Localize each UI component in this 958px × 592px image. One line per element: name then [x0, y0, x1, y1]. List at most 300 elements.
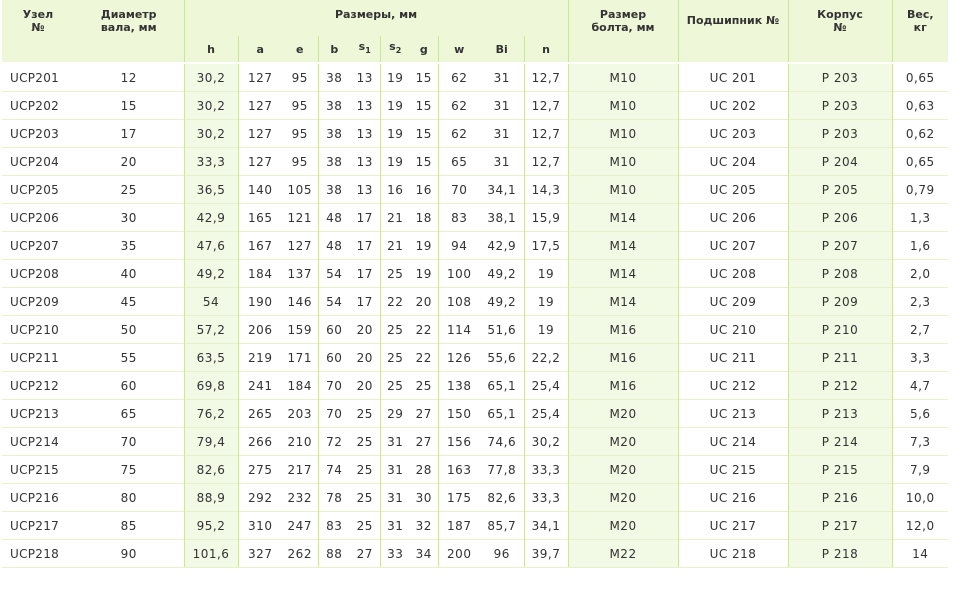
cell-h: 42,9: [184, 204, 238, 232]
cell-node: UCP210: [2, 316, 74, 344]
cell-bearing: UC 216: [678, 484, 788, 512]
cell-s2: 21: [380, 232, 410, 260]
cell-h: 33,3: [184, 148, 238, 176]
cell-n: 17,5: [524, 232, 568, 260]
cell-s2: 33: [380, 540, 410, 568]
cell-n: 25,4: [524, 372, 568, 400]
cell-h: 54: [184, 288, 238, 316]
cell-housing: P 205: [788, 176, 892, 204]
cell-b: 48: [318, 204, 350, 232]
cell-e: 95: [282, 63, 318, 92]
table-row: [2, 512, 948, 540]
cell-b: 38: [318, 148, 350, 176]
cell-shaft-diameter: 40: [74, 260, 184, 288]
cell-bearing: UC 211: [678, 344, 788, 372]
cell-weight: 12,0: [892, 512, 948, 540]
cell-housing: P 203: [788, 120, 892, 148]
cell-a: 266: [238, 428, 282, 456]
cell-n: 34,1: [524, 512, 568, 540]
cell-housing: P 208: [788, 260, 892, 288]
cell-shaft-diameter: 90: [74, 540, 184, 568]
cell-s1: 13: [350, 176, 380, 204]
cell-g: 27: [410, 428, 438, 456]
cell-b: 70: [318, 400, 350, 428]
cell-housing: P 212: [788, 372, 892, 400]
cell-e: 127: [282, 232, 318, 260]
cell-g: 15: [410, 92, 438, 120]
cell-bi: 77,8: [480, 456, 524, 484]
cell-shaft-diameter: 65: [74, 400, 184, 428]
cell-e: 184: [282, 372, 318, 400]
cell-node: UCP212: [2, 372, 74, 400]
cell-bearing: UC 208: [678, 260, 788, 288]
cell-s1: 13: [350, 120, 380, 148]
cell-bearing: UC 206: [678, 204, 788, 232]
cell-s1: 25: [350, 428, 380, 456]
cell-bolt-size: M20: [568, 484, 678, 512]
cell-housing: P 216: [788, 484, 892, 512]
cell-w: 114: [438, 316, 480, 344]
cell-shaft-diameter: 80: [74, 484, 184, 512]
cell-w: 156: [438, 428, 480, 456]
cell-s1: 20: [350, 344, 380, 372]
cell-h: 79,4: [184, 428, 238, 456]
table-row: [2, 232, 948, 260]
table-row: [2, 400, 948, 428]
cell-weight: 2,0: [892, 260, 948, 288]
col-header-a: a: [238, 36, 282, 63]
cell-w: 83: [438, 204, 480, 232]
table-row: [2, 92, 948, 120]
table-row: [2, 344, 948, 372]
cell-shaft-diameter: 50: [74, 316, 184, 344]
cell-a: 275: [238, 456, 282, 484]
cell-n: 19: [524, 316, 568, 344]
cell-bolt-size: M10: [568, 148, 678, 176]
cell-weight: 0,63: [892, 92, 948, 120]
cell-weight: 0,65: [892, 148, 948, 176]
table-row: [2, 260, 948, 288]
cell-g: 18: [410, 204, 438, 232]
cell-weight: 2,7: [892, 316, 948, 344]
table-header: [2, 0, 948, 63]
cell-e: 95: [282, 148, 318, 176]
cell-housing: P 213: [788, 400, 892, 428]
cell-h: 88,9: [184, 484, 238, 512]
cell-node: UCP213: [2, 400, 74, 428]
cell-housing: P 206: [788, 204, 892, 232]
cell-e: 247: [282, 512, 318, 540]
cell-bolt-size: M14: [568, 204, 678, 232]
cell-node: UCP218: [2, 540, 74, 568]
cell-s2: 19: [380, 120, 410, 148]
cell-g: 15: [410, 148, 438, 176]
cell-housing: P 217: [788, 512, 892, 540]
cell-h: 49,2: [184, 260, 238, 288]
cell-shaft-diameter: 60: [74, 372, 184, 400]
cell-a: 206: [238, 316, 282, 344]
cell-node: UCP206: [2, 204, 74, 232]
cell-s1: 25: [350, 512, 380, 540]
cell-b: 38: [318, 120, 350, 148]
cell-b: 48: [318, 232, 350, 260]
cell-n: 12,7: [524, 92, 568, 120]
cell-node: UCP211: [2, 344, 74, 372]
cell-shaft-diameter: 45: [74, 288, 184, 316]
cell-s1: 27: [350, 540, 380, 568]
cell-bearing: UC 210: [678, 316, 788, 344]
cell-b: 83: [318, 512, 350, 540]
cell-housing: P 204: [788, 148, 892, 176]
cell-s2: 29: [380, 400, 410, 428]
cell-e: 137: [282, 260, 318, 288]
cell-h: 30,2: [184, 92, 238, 120]
cell-bearing: UC 214: [678, 428, 788, 456]
table-row: [2, 204, 948, 232]
cell-bi: 65,1: [480, 400, 524, 428]
col-header-bi: Bi: [480, 36, 524, 63]
cell-g: 27: [410, 400, 438, 428]
cell-s2: 19: [380, 63, 410, 92]
cell-h: 95,2: [184, 512, 238, 540]
cell-g: 30: [410, 484, 438, 512]
cell-e: 217: [282, 456, 318, 484]
cell-n: 19: [524, 288, 568, 316]
col-header-s2: $s_2$: [380, 36, 410, 63]
cell-bi: 49,2: [480, 288, 524, 316]
col-header-b: b: [318, 36, 350, 63]
cell-bi: 42,9: [480, 232, 524, 260]
col-header-n: n: [524, 36, 568, 63]
col-header-g: g: [410, 36, 438, 63]
cell-s1: 17: [350, 232, 380, 260]
cell-shaft-diameter: 85: [74, 512, 184, 540]
cell-w: 62: [438, 63, 480, 92]
cell-bearing: UC 213: [678, 400, 788, 428]
cell-node: UCP201: [2, 63, 74, 92]
cell-n: 39,7: [524, 540, 568, 568]
cell-g: 20: [410, 288, 438, 316]
cell-h: 30,2: [184, 63, 238, 92]
cell-weight: 14: [892, 540, 948, 568]
cell-b: 38: [318, 92, 350, 120]
cell-s1: 13: [350, 148, 380, 176]
table-row: [2, 176, 948, 204]
cell-a: 167: [238, 232, 282, 260]
cell-housing: P 210: [788, 316, 892, 344]
cell-shaft-diameter: 20: [74, 148, 184, 176]
cell-e: 262: [282, 540, 318, 568]
cell-housing: P 207: [788, 232, 892, 260]
cell-h: 69,8: [184, 372, 238, 400]
cell-bolt-size: M14: [568, 288, 678, 316]
cell-node: UCP207: [2, 232, 74, 260]
table-row: [2, 120, 948, 148]
cell-n: 33,3: [524, 456, 568, 484]
cell-w: 62: [438, 92, 480, 120]
cell-n: 22,2: [524, 344, 568, 372]
cell-a: 292: [238, 484, 282, 512]
cell-n: 12,7: [524, 148, 568, 176]
cell-e: 146: [282, 288, 318, 316]
cell-n: 30,2: [524, 428, 568, 456]
cell-h: 101,6: [184, 540, 238, 568]
cell-b: 60: [318, 344, 350, 372]
cell-n: 14,3: [524, 176, 568, 204]
col-header-w: w: [438, 36, 480, 63]
cell-shaft-diameter: 17: [74, 120, 184, 148]
cell-s2: 31: [380, 428, 410, 456]
cell-bolt-size: M10: [568, 120, 678, 148]
cell-housing: P 211: [788, 344, 892, 372]
cell-bi: 49,2: [480, 260, 524, 288]
cell-b: 38: [318, 176, 350, 204]
col-header-weight: Вес, кг: [892, 0, 948, 63]
cell-a: 310: [238, 512, 282, 540]
cell-bi: 85,7: [480, 512, 524, 540]
cell-weight: 1,6: [892, 232, 948, 260]
cell-h: 30,2: [184, 120, 238, 148]
cell-s1: 25: [350, 484, 380, 512]
cell-g: 16: [410, 176, 438, 204]
cell-bi: 31: [480, 148, 524, 176]
cell-weight: 7,9: [892, 456, 948, 484]
col-header-h: h: [184, 36, 238, 63]
cell-n: 19: [524, 260, 568, 288]
table-row: [2, 372, 948, 400]
cell-e: 210: [282, 428, 318, 456]
cell-housing: P 209: [788, 288, 892, 316]
cell-bi: 38,1: [480, 204, 524, 232]
cell-bearing: UC 212: [678, 372, 788, 400]
cell-w: 187: [438, 512, 480, 540]
cell-bearing: UC 204: [678, 148, 788, 176]
cell-a: 140: [238, 176, 282, 204]
cell-g: 22: [410, 316, 438, 344]
cell-node: UCP205: [2, 176, 74, 204]
cell-housing: P 203: [788, 63, 892, 92]
cell-e: 171: [282, 344, 318, 372]
cell-b: 72: [318, 428, 350, 456]
cell-bi: 31: [480, 92, 524, 120]
cell-bolt-size: M10: [568, 63, 678, 92]
cell-n: 12,7: [524, 63, 568, 92]
cell-e: 203: [282, 400, 318, 428]
cell-a: 241: [238, 372, 282, 400]
cell-shaft-diameter: 30: [74, 204, 184, 232]
cell-node: UCP216: [2, 484, 74, 512]
cell-node: UCP203: [2, 120, 74, 148]
cell-n: 33,3: [524, 484, 568, 512]
cell-bolt-size: M20: [568, 456, 678, 484]
cell-w: 200: [438, 540, 480, 568]
cell-g: 19: [410, 232, 438, 260]
cell-h: 47,6: [184, 232, 238, 260]
cell-w: 70: [438, 176, 480, 204]
cell-s2: 25: [380, 372, 410, 400]
cell-n: 25,4: [524, 400, 568, 428]
cell-weight: 4,7: [892, 372, 948, 400]
table-row: [2, 456, 948, 484]
cell-a: 265: [238, 400, 282, 428]
cell-w: 126: [438, 344, 480, 372]
cell-s2: 16: [380, 176, 410, 204]
cell-node: UCP204: [2, 148, 74, 176]
cell-a: 327: [238, 540, 282, 568]
table-row: [2, 316, 948, 344]
cell-s2: 25: [380, 316, 410, 344]
table-row: [2, 540, 948, 568]
cell-h: 63,5: [184, 344, 238, 372]
cell-s1: 17: [350, 288, 380, 316]
cell-bolt-size: M14: [568, 232, 678, 260]
cell-e: 105: [282, 176, 318, 204]
col-header-node: Узел №: [2, 0, 74, 63]
cell-g: 22: [410, 344, 438, 372]
cell-node: UCP209: [2, 288, 74, 316]
cell-weight: 7,3: [892, 428, 948, 456]
cell-bearing: UC 217: [678, 512, 788, 540]
cell-g: 34: [410, 540, 438, 568]
table-row: [2, 148, 948, 176]
cell-node: UCP202: [2, 92, 74, 120]
cell-b: 70: [318, 372, 350, 400]
cell-bearing: UC 202: [678, 92, 788, 120]
cell-w: 62: [438, 120, 480, 148]
col-header-housing: Корпус №: [788, 0, 892, 63]
cell-w: 94: [438, 232, 480, 260]
cell-housing: P 203: [788, 92, 892, 120]
cell-weight: 5,6: [892, 400, 948, 428]
cell-e: 121: [282, 204, 318, 232]
cell-a: 165: [238, 204, 282, 232]
cell-w: 138: [438, 372, 480, 400]
cell-bi: 96: [480, 540, 524, 568]
cell-g: 15: [410, 63, 438, 92]
cell-s1: 25: [350, 456, 380, 484]
cell-g: 19: [410, 260, 438, 288]
cell-housing: P 218: [788, 540, 892, 568]
col-header-bolt-size: Размер болта, мм: [568, 0, 678, 63]
cell-b: 38: [318, 63, 350, 92]
cell-shaft-diameter: 15: [74, 92, 184, 120]
cell-bolt-size: M20: [568, 400, 678, 428]
cell-s2: 31: [380, 512, 410, 540]
cell-weight: 2,3: [892, 288, 948, 316]
cell-h: 36,5: [184, 176, 238, 204]
bearing-spec-table: [2, 0, 948, 568]
cell-a: 127: [238, 120, 282, 148]
cell-weight: 3,3: [892, 344, 948, 372]
cell-s1: 17: [350, 204, 380, 232]
cell-s2: 22: [380, 288, 410, 316]
cell-b: 54: [318, 260, 350, 288]
cell-g: 15: [410, 120, 438, 148]
cell-node: UCP214: [2, 428, 74, 456]
cell-n: 15,9: [524, 204, 568, 232]
cell-bolt-size: M20: [568, 512, 678, 540]
cell-shaft-diameter: 35: [74, 232, 184, 260]
cell-e: 95: [282, 92, 318, 120]
dimensions-group-header: Размеры, мм: [184, 0, 568, 36]
cell-node: UCP217: [2, 512, 74, 540]
cell-a: 127: [238, 63, 282, 92]
cell-a: 184: [238, 260, 282, 288]
cell-b: 78: [318, 484, 350, 512]
cell-bolt-size: M14: [568, 260, 678, 288]
cell-s2: 31: [380, 456, 410, 484]
cell-s2: 19: [380, 92, 410, 120]
cell-bi: 74,6: [480, 428, 524, 456]
cell-s2: 31: [380, 484, 410, 512]
cell-bolt-size: M20: [568, 428, 678, 456]
cell-bearing: UC 218: [678, 540, 788, 568]
cell-bi: 82,6: [480, 484, 524, 512]
table-row: [2, 484, 948, 512]
cell-bi: 55,6: [480, 344, 524, 372]
cell-bearing: UC 207: [678, 232, 788, 260]
cell-s1: 20: [350, 372, 380, 400]
cell-bolt-size: M16: [568, 344, 678, 372]
cell-w: 108: [438, 288, 480, 316]
cell-w: 163: [438, 456, 480, 484]
cell-s2: 25: [380, 260, 410, 288]
cell-weight: 0,65: [892, 63, 948, 92]
cell-b: 54: [318, 288, 350, 316]
cell-node: UCP208: [2, 260, 74, 288]
cell-s2: 25: [380, 344, 410, 372]
cell-bearing: UC 201: [678, 63, 788, 92]
cell-h: 57,2: [184, 316, 238, 344]
cell-h: 82,6: [184, 456, 238, 484]
col-header-s1: $s_1$: [350, 36, 380, 63]
cell-g: 32: [410, 512, 438, 540]
cell-s1: 13: [350, 63, 380, 92]
cell-a: 219: [238, 344, 282, 372]
cell-weight: 10,0: [892, 484, 948, 512]
cell-weight: 0,62: [892, 120, 948, 148]
cell-bi: 31: [480, 120, 524, 148]
col-header-shaft-diameter: Диаметр вала, мм: [74, 0, 184, 63]
cell-s2: 21: [380, 204, 410, 232]
table-row: [2, 288, 948, 316]
table-body: [2, 63, 948, 568]
cell-shaft-diameter: 12: [74, 63, 184, 92]
cell-e: 95: [282, 120, 318, 148]
cell-weight: 0,79: [892, 176, 948, 204]
cell-b: 88: [318, 540, 350, 568]
cell-bearing: UC 203: [678, 120, 788, 148]
cell-a: 127: [238, 148, 282, 176]
cell-bolt-size: M16: [568, 372, 678, 400]
cell-bearing: UC 205: [678, 176, 788, 204]
cell-bolt-size: M10: [568, 176, 678, 204]
col-header-bearing: Подшипник №: [678, 0, 788, 63]
cell-shaft-diameter: 25: [74, 176, 184, 204]
cell-bi: 34,1: [480, 176, 524, 204]
cell-s1: 17: [350, 260, 380, 288]
cell-s1: 13: [350, 92, 380, 120]
cell-w: 150: [438, 400, 480, 428]
cell-b: 60: [318, 316, 350, 344]
cell-bi: 31: [480, 63, 524, 92]
cell-a: 190: [238, 288, 282, 316]
cell-s2: 19: [380, 148, 410, 176]
cell-w: 100: [438, 260, 480, 288]
cell-e: 232: [282, 484, 318, 512]
cell-w: 65: [438, 148, 480, 176]
cell-h: 76,2: [184, 400, 238, 428]
